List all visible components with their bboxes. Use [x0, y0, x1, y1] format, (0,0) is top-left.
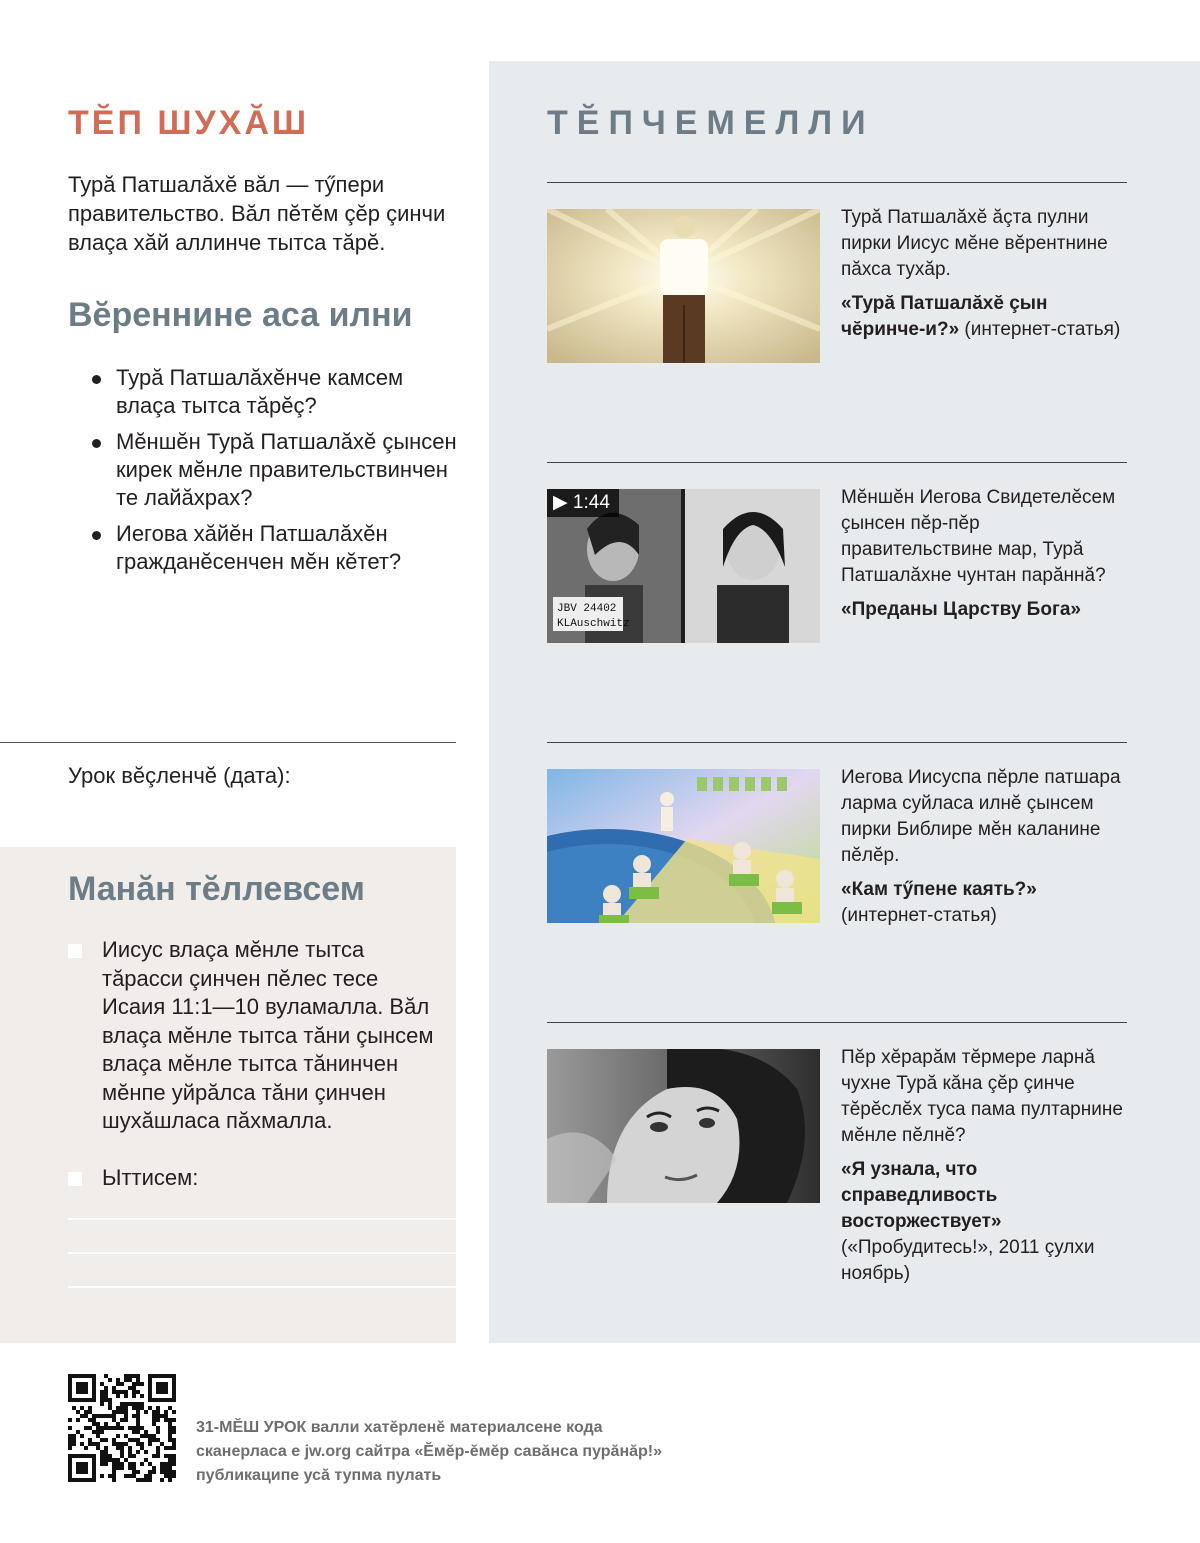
write-line[interactable] [68, 1218, 456, 1220]
play-icon: ▶ [553, 492, 568, 513]
divider [0, 742, 456, 743]
divider [547, 182, 1127, 183]
video-duration-badge[interactable] [547, 489, 619, 517]
goal-text: Иисус влаçа мĕнле тытса тăрасси çинчен пĕлес тесе Исаия 11:1—10 вуламалла. Вăл влаçа мĕнле тытса тăни çынсем влаçа мĕнле тытса тăнинчен мĕнпе уйрăлса тăни çинчен шухăшласа пăхмалла. [102, 937, 434, 1133]
heavenly-kings-image[interactable] [547, 769, 820, 923]
item-link[interactable] [841, 597, 1131, 623]
review-question: Иегова хăйĕн Патшалăхĕн гражданĕсенчен мĕн кĕтет? [92, 520, 462, 576]
item-description: Мĕншĕн Иегова Свидетелĕсем çынсен пĕр-пĕр правительствине мар, Турă Патшалăхне чунтан парăннă? [841, 487, 1116, 586]
review-title: Вĕреннине аса илни [68, 296, 413, 334]
date-label: Урок вĕçленчĕ (дата): [68, 763, 291, 788]
item-link-note: (интернет-статья) [841, 905, 997, 926]
goal-checkbox[interactable] [68, 944, 82, 958]
divider [547, 742, 1127, 743]
item-link-title[interactable]: «Я узнала, что справедливость восторжествует» [841, 1159, 1002, 1232]
explore-title: ТĔПЧЕМЕЛЛИ [547, 104, 875, 142]
review-question: Мĕншĕн Турă Патшалăхĕ çынсен кирек мĕнле правительствинчен те лайăхрах? [92, 428, 462, 512]
footer-text: 31-МĔШ УРОК валли хатĕрленĕ материалсене кода сканерласа е jw.org сайтра «Ĕмĕр-ĕмĕр савăнса пурăнăр!» публикаципе усă тупма пулать [196, 1419, 662, 1484]
divider [547, 462, 1127, 463]
main-text: Турă Патшалăхĕ вăл — тӳпери правительство. Вăл пĕтĕм çĕр çинчи влаçа хăй аллинче тытса тăрĕ. [68, 172, 446, 255]
item-link[interactable] [841, 1157, 1131, 1287]
write-line[interactable] [68, 1252, 456, 1254]
item-link-title[interactable]: «Кам тӳпене каять?» [841, 879, 1037, 900]
item-link-title[interactable]: «Турă Патшалăхĕ çын чĕринче-и?» [841, 293, 1048, 340]
other-goal-checkbox[interactable] [68, 1172, 82, 1186]
woman-portrait-image[interactable] [547, 1049, 820, 1203]
review-questions [92, 364, 462, 584]
item-link-note: («Пробудитесь!», 2011 çулхи ноябрь) [841, 1237, 1095, 1284]
qr-code-icon[interactable] [68, 1374, 176, 1482]
other-goal-label: Ыттисем: [102, 1165, 199, 1190]
item-link-title[interactable]: «Преданы Царству Бога» [841, 599, 1081, 620]
item-link[interactable] [841, 291, 1131, 343]
divider [547, 1022, 1127, 1023]
review-question: Турă Патшалăхĕнче камсем влаçа тытса тăрĕç? [92, 364, 462, 420]
item-description: Турă Патшалăхĕ ăçта пулни пирки Иисус мĕне вĕрентнине пăхса тухăр. [841, 207, 1108, 280]
item-description: Пĕр хĕрарăм тĕрмере ларнă чухне Турă кăна çĕр çинче тĕрĕслĕх туса пама пултарнине мĕнле пĕлнĕ? [841, 1047, 1123, 1146]
glowing-man-image[interactable] [547, 209, 820, 363]
photo-caption: KLAuschwitz [557, 618, 630, 630]
photo-caption: JBV 24402 [557, 603, 617, 615]
main-title: ТĔП ШУХĂШ [68, 104, 310, 142]
item-link[interactable] [841, 877, 1131, 929]
goals-title: Манăн тĕллевсем [68, 870, 365, 908]
video-duration: 1:44 [572, 492, 610, 513]
item-link-note: (интернет-статья) [964, 319, 1121, 340]
write-line[interactable] [68, 1286, 456, 1288]
item-description: Иегова Иисуспа пĕрле патшара ларма суйласа илнĕ çынсем пирки Библире мĕн каланине пĕлĕр. [841, 767, 1121, 866]
